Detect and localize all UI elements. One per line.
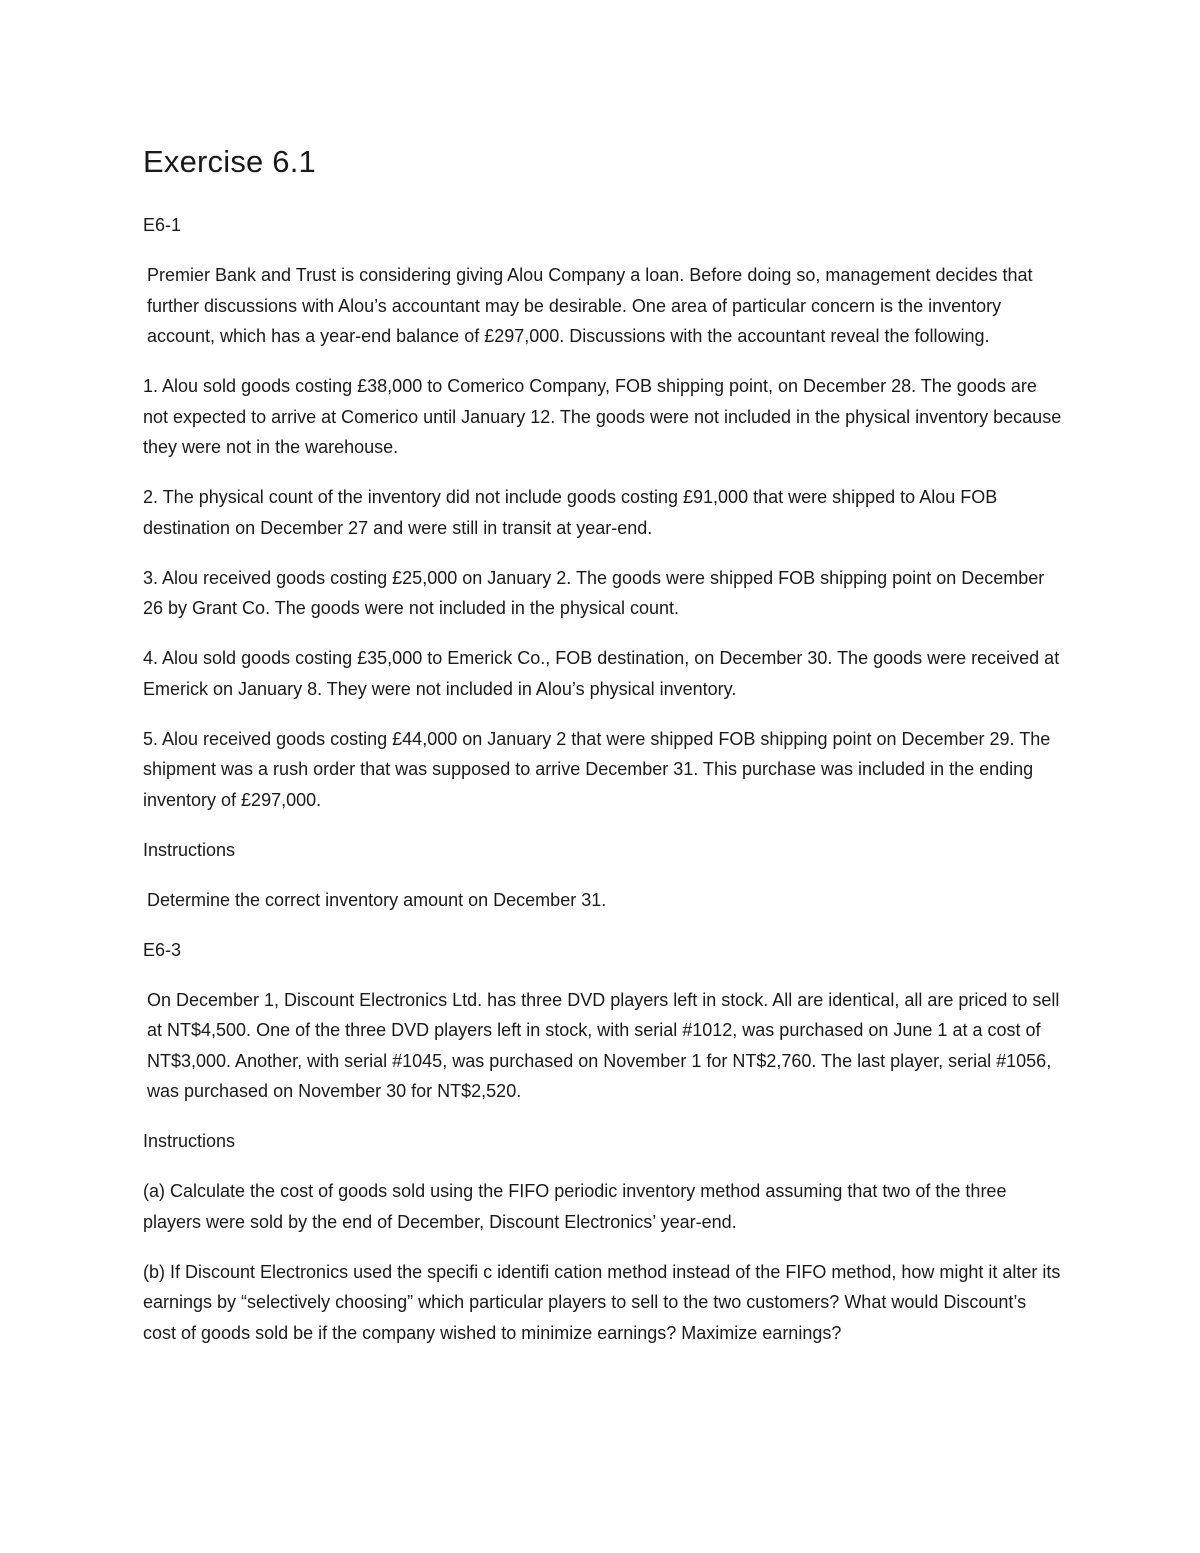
exercise-heading-e6-1: E6-1 — [143, 215, 182, 235]
e6-1-item-4: 4. Alou sold goods costing £35,000 to Emerick Co., FOB destination, on December 30. The goods were received at Emerick on January 8. They were not included in Alou’s physical inventory. — [143, 648, 1060, 699]
e6-3-part-b: (b) If Discount Electronics used the specifi c identifi cation method instead of the FIFO method, how might it alter its earnings by “selectively choosing” which particular players to sell to the two customers? What would Discount’s cost of goods sold be if the company wished to minimize earnings? Maximize earnings? — [143, 1261, 1061, 1343]
e6-1-instructions-text: Determine the correct inventory amount on December 31. — [147, 889, 607, 910]
e6-1-item-2: 2. The physical count of the inventory did not include goods costing £91,000 that were shipped to Alou FOB destination on December 27 and were still in transit at year-end. — [143, 487, 998, 538]
page-title: Exercise 6.1 — [143, 144, 316, 179]
e6-3-part-a: (a) Calculate the cost of goods sold using the FIFO periodic inventory method assuming that two of the three players were sold by the end of December, Discount Electronics’ year-end. — [143, 1181, 1007, 1232]
exercise-heading-e6-3: E6-3 — [143, 939, 182, 960]
e6-3-instructions-label: Instructions — [143, 1131, 236, 1151]
e6-1-instructions-label: Instructions — [143, 839, 236, 860]
e6-1-item-3: 3. Alou received goods costing £25,000 on January 2. The goods were shipped FOB shipping point on December 26 by Grant Co. The goods were not included in the physical count. — [143, 567, 1045, 618]
e6-3-intro-paragraph: On December 1, Discount Electronics Ltd. has three DVD players left in stock. All are identical, all are priced to sell at NT$4,500. One of the three DVD players left in stock, with serial #1012, was purchased on June 1 at a cost of NT$3,000. Another, with serial #1045, was purchased on November 1 for NT$2,760. The last player, serial #1056, was purchased on November 30 for NT$2,520. — [147, 989, 1060, 1101]
document-body — [143, 142, 1063, 1368]
e6-1-item-1: 1. Alou sold goods costing £38,000 to Comerico Company, FOB shipping point, on December 28. The goods are not expected to arrive at Comerico until January 12. The goods were not included in the physical inventory because they were not in the warehouse. — [143, 376, 1062, 457]
e6-1-item-5: 5. Alou received goods costing £44,000 on January 2 that were shipped FOB shipping point on December 29. The shipment was a rush order that was supposed to arrive December 31. This purchase was included in the ending inventory of £297,000. — [143, 728, 1051, 810]
e6-1-intro-paragraph: Premier Bank and Trust is considering giving Alou Company a loan. Before doing so, management decides that further discussions with Alou’s accountant may be desirable. One area of particular concern is the inventory account, which has a year-end balance of £297,000. Discussions with the accountant reveal the following. — [147, 265, 1033, 346]
